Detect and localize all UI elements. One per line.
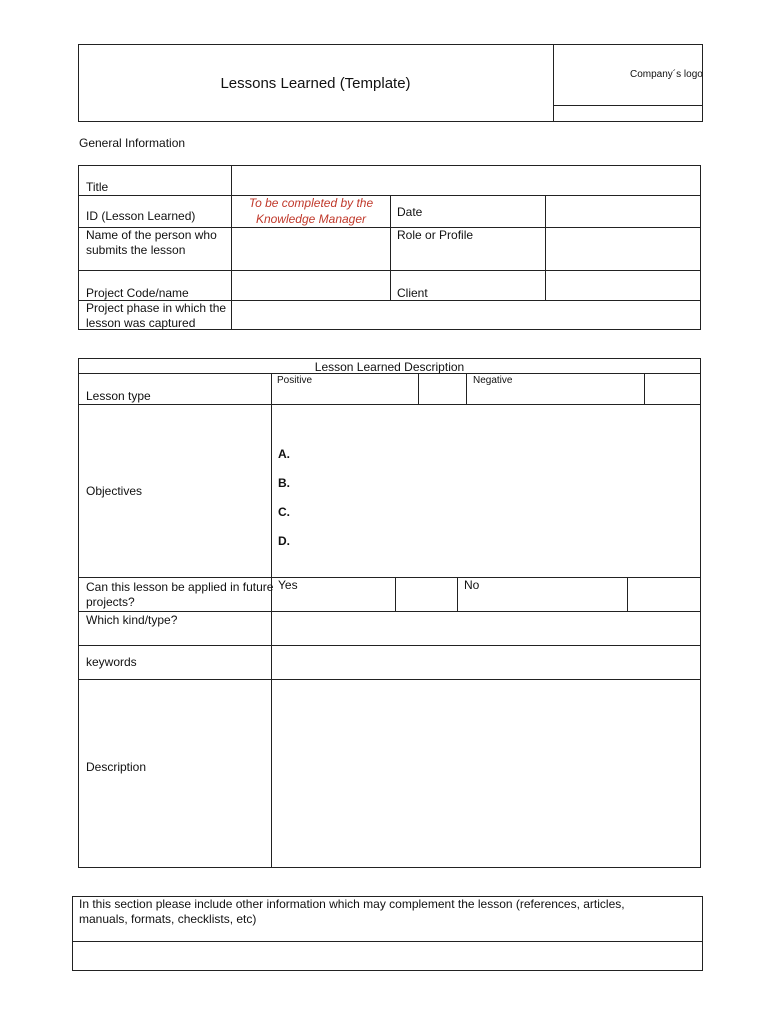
col-line [466,373,467,404]
other-info-text-2: manuals, formats, checklists, etc) [79,912,257,926]
id-label: ID (Lesson Learned) [86,209,196,223]
client-label: Client [397,286,428,300]
keywords-label: keywords [86,655,137,669]
no-label: No [464,578,480,592]
positive-checkbox[interactable] [419,374,466,404]
negative-checkbox[interactable] [645,374,700,404]
other-info-text-1: In this section please include other information which may complement the lesson (references, articles, [79,897,625,911]
title-label: Title [86,180,109,194]
future-projects-label-2: projects? [86,595,135,609]
yes-checkbox[interactable] [396,578,457,611]
objective-d: D. [278,534,290,548]
phase-label-2: lesson was captured [86,316,196,330]
objective-b: B. [278,476,290,490]
project-code-label: Project Code/name [86,286,189,300]
role-field[interactable] [546,228,700,270]
no-checkbox[interactable] [628,578,700,611]
objectives-label: Objectives [86,484,143,498]
row-line [78,373,701,374]
col-line [457,577,458,611]
kind-type-label: Which kind/type? [86,613,178,627]
phase-field[interactable] [232,301,700,330]
row-line [78,404,701,405]
negative-label: Negative [473,375,513,386]
other-info-field[interactable] [73,942,702,970]
description-heading: Lesson Learned Description [314,360,465,374]
keywords-field[interactable] [272,646,700,679]
row-line [78,577,701,578]
knowledge-manager-note-2: Knowledge Manager [255,212,367,226]
lesson-type-label: Lesson type [86,389,151,403]
future-projects-label-1: Can this lesson be applied in future [86,580,274,594]
yes-label: Yes [278,578,298,592]
objective-a: A. [278,447,290,461]
company-logo-label: Company´s logo [630,69,703,80]
submitter-label-2: submits the lesson [86,243,186,257]
knowledge-manager-note-1: To be completed by the [248,196,374,210]
positive-label: Positive [277,375,313,386]
kind-type-field[interactable] [272,612,700,645]
page-title: Lessons Learned (Template) [220,75,411,92]
description-field[interactable] [272,680,700,868]
description-label: Description [86,760,147,774]
client-field[interactable] [546,271,700,300]
date-label: Date [397,205,423,219]
col-line [390,195,391,300]
submitter-label-1: Name of the person who [86,228,217,242]
role-label: Role or Profile [397,228,474,242]
general-info-label: General Information [79,136,186,150]
logo-divider [553,105,703,106]
submitter-field[interactable] [232,228,390,270]
header-divider [553,44,554,122]
date-field[interactable] [546,196,700,227]
project-code-field[interactable] [232,271,390,300]
phase-label-1: Project phase in which the [86,301,227,315]
title-field[interactable] [232,166,700,195]
objective-c: C. [278,505,290,519]
